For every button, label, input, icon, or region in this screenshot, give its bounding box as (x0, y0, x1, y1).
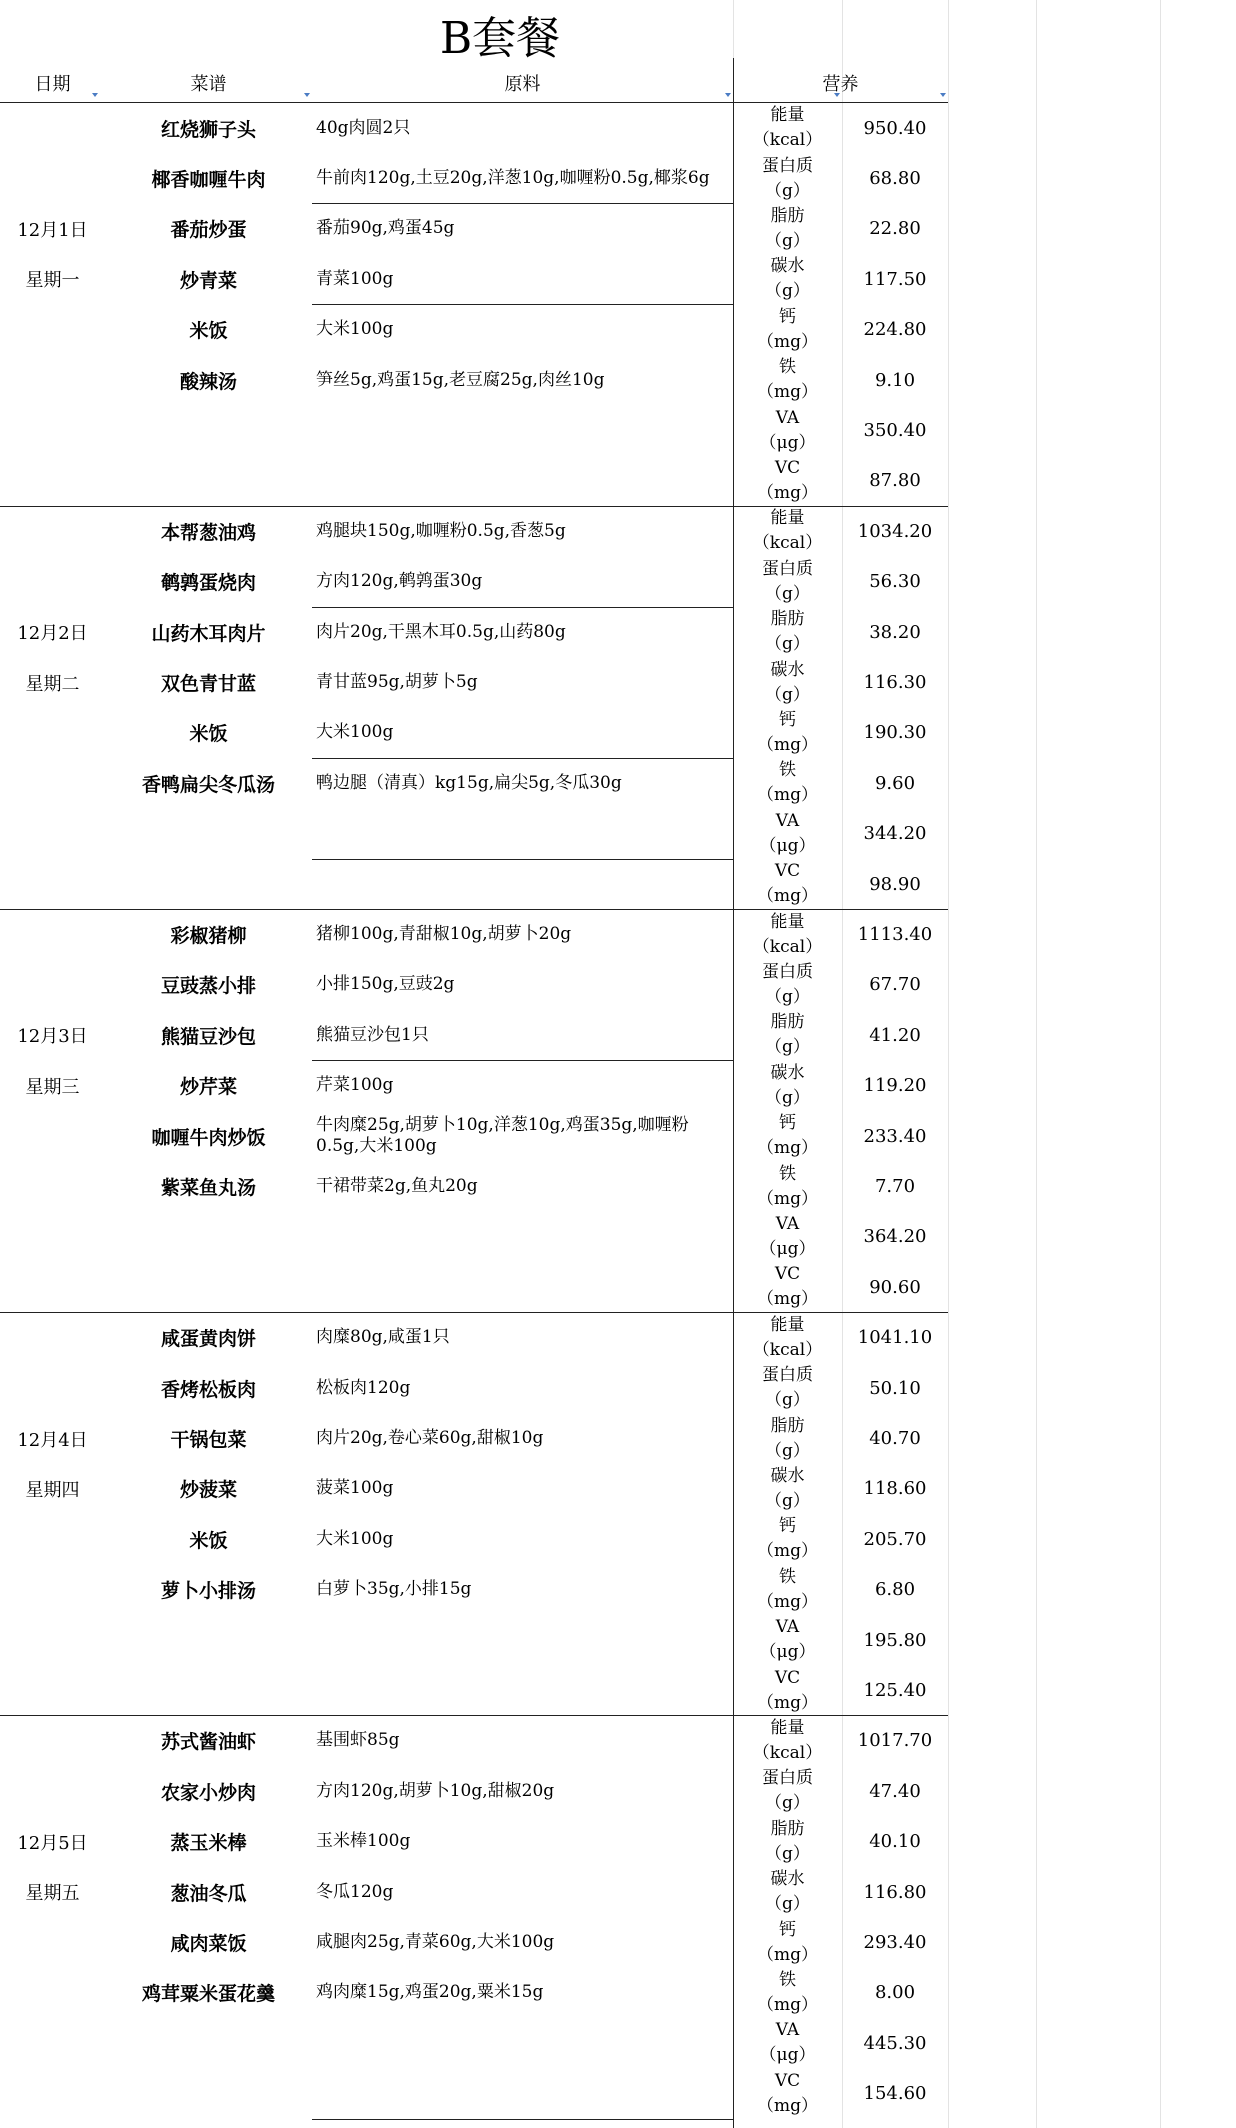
nutrient-value: 118.60 (863, 1478, 927, 1500)
dish-ingredients: 干裙带菜2g,鱼丸20g (316, 1176, 478, 1197)
nutrient-value: 47.40 (869, 1780, 921, 1802)
dish-name: 米饭 (189, 723, 228, 746)
nutrient-value: 9.60 (874, 772, 916, 794)
dish-name: 米饭 (189, 320, 228, 343)
dish-name: 炒芹菜 (179, 1076, 237, 1099)
dish-name: 米饭 (189, 1529, 228, 1552)
date-label: 12月4日 (17, 1429, 88, 1451)
page-title: B套餐 (439, 13, 561, 64)
weekday-label: 星期三 (25, 1076, 80, 1098)
nutrient-value: 119.20 (863, 1075, 927, 1097)
dish-name: 番茄炒蛋 (170, 219, 247, 242)
nutrient-label: 钙 （mg） (756, 1919, 818, 1965)
dish-name: 酸辣汤 (179, 370, 237, 393)
nutrient-value: 445.30 (863, 2032, 927, 2054)
dish-name: 炒青菜 (179, 269, 237, 292)
nutrient-label: 碳水 （g） (765, 1465, 810, 1511)
nutrient-label: VC （mg） (756, 1667, 818, 1713)
nutrient-label: VC （mg） (756, 1264, 818, 1310)
row-border (312, 909, 733, 910)
nutrient-label: 能量 （kcal） (752, 1717, 823, 1763)
nutrient-value: 205.70 (863, 1528, 927, 1550)
nutrient-label: 脂肪 （g） (765, 205, 810, 251)
nutrient-value: 38.20 (869, 621, 921, 643)
row-border (312, 203, 733, 204)
nutrient-label: 能量 （kcal） (752, 1314, 823, 1360)
row-border (312, 2119, 733, 2120)
dish-ingredients: 小排150g,豆豉2g (316, 974, 455, 995)
dish-name: 豆豉蒸小排 (160, 975, 256, 998)
nutrient-label: 蛋白质 （g） (762, 558, 813, 604)
nutrient-label: 碳水 （g） (765, 659, 810, 705)
dish-ingredients: 咸腿肉25g,青菜60g,大米100g (316, 1932, 555, 1953)
weekday-label: 星期五 (25, 1883, 80, 1905)
nutrient-label: 铁 （mg） (756, 357, 818, 403)
dish-name: 熊猫豆沙包 (160, 1025, 256, 1048)
nutrient-value: 7.70 (874, 1176, 916, 1198)
row-border (312, 304, 733, 305)
nutrient-value: 224.80 (863, 319, 927, 341)
nutrient-label: 能量 （kcal） (752, 105, 823, 151)
nutrient-value: 40.70 (869, 1428, 921, 1450)
dish-ingredients: 大米100g (316, 1528, 394, 1549)
nutrient-value: 344.20 (863, 823, 927, 845)
nutrient-value: 950.40 (863, 117, 927, 139)
date-label: 12月2日 (17, 623, 88, 645)
dish-ingredients: 鸡腿块150g,咖喱粉0.5g,香葱5g (316, 520, 566, 541)
dish-name: 咸蛋黄肉饼 (160, 1328, 256, 1351)
date-label: 12月5日 (17, 1832, 88, 1854)
nutrient-label: 脂肪 （g） (765, 1415, 810, 1461)
dish-name: 彩椒猪柳 (170, 925, 247, 948)
nutrient-label: 脂肪 （g） (765, 609, 810, 655)
dish-name: 农家小炒肉 (160, 1781, 256, 1804)
dish-name: 苏式酱油虾 (160, 1731, 256, 1754)
dish-name: 山药木耳肉片 (151, 622, 266, 645)
nutrient-value: 67.70 (869, 974, 921, 996)
dish-name: 咖喱牛肉炒饭 (151, 1126, 266, 1149)
nutrient-value: 125.40 (863, 1680, 927, 1702)
nutrient-label: VA （μg） (759, 1213, 816, 1259)
dish-ingredients: 40g肉圆2只 (316, 117, 411, 138)
row-border (312, 859, 733, 860)
row-border (312, 758, 733, 759)
nutrient-label: 铁 （mg） (756, 1566, 818, 1612)
dish-name: 鹌鹑蛋烧肉 (160, 572, 256, 595)
filter-dropdown-icon[interactable] (833, 93, 841, 99)
nutrient-value: 1034.20 (857, 520, 933, 542)
nutrient-value: 293.40 (863, 1932, 927, 1954)
dish-name: 双色青甘蓝 (160, 673, 256, 696)
dish-ingredients: 青甘蓝95g,胡萝卜5g (316, 672, 478, 693)
nutrient-label: 铁 （mg） (756, 1163, 818, 1209)
filter-dropdown-icon[interactable] (303, 93, 311, 99)
header-nutrition[interactable]: 营养 (822, 74, 859, 95)
nutrient-value: 350.40 (863, 420, 927, 442)
nutrient-label: VC （mg） (756, 457, 818, 503)
nutrient-label: VA （μg） (759, 1617, 816, 1663)
date-label: 12月3日 (17, 1026, 88, 1048)
nutrient-label: 脂肪 （g） (765, 1012, 810, 1058)
dish-name: 香烤松板肉 (160, 1378, 256, 1401)
nutrient-value: 40.10 (869, 1831, 921, 1853)
nutrient-value: 41.20 (869, 1024, 921, 1046)
weekday-label: 星期四 (25, 1479, 80, 1501)
nutrient-value: 90.60 (869, 1276, 921, 1298)
dish-name: 鸡茸粟米蛋花羹 (141, 1983, 275, 2006)
nutrient-label: 蛋白质 （g） (762, 1365, 813, 1411)
nutrient-label: 能量 （kcal） (752, 508, 823, 554)
dish-ingredients: 番茄90g,鸡蛋45g (316, 218, 455, 239)
header-menu[interactable]: 菜谱 (190, 74, 227, 95)
nutrient-value: 1113.40 (857, 924, 933, 946)
nutrient-value: 117.50 (863, 268, 927, 290)
nutrient-label: VA （μg） (759, 407, 816, 453)
grid-line (948, 0, 949, 2128)
nutrient-label: VA （μg） (759, 2020, 816, 2066)
dish-ingredients: 肉糜80g,咸蛋1只 (316, 1327, 450, 1348)
dish-ingredients: 大米100g (316, 319, 394, 340)
nutrient-value: 154.60 (863, 2083, 927, 2105)
dish-name: 葱油冬瓜 (170, 1882, 247, 1905)
nutrient-value: 22.80 (869, 218, 921, 240)
nutrient-value: 6.80 (874, 1579, 916, 1601)
dish-ingredients: 牛肉糜25g,胡萝卜10g,洋葱10g,鸡蛋35g,咖喱粉0.5g,大米100g (316, 1115, 689, 1157)
nutrient-value: 8.00 (874, 1982, 916, 2004)
nutrient-value: 9.10 (874, 369, 916, 391)
nutrient-label: 铁 （mg） (756, 1969, 818, 2015)
dish-ingredients: 笋丝5g,鸡蛋15g,老豆腐25g,肉丝10g (316, 369, 605, 390)
dish-ingredients: 熊猫豆沙包1只 (316, 1024, 429, 1045)
row-border (312, 506, 733, 507)
dish-ingredients: 青菜100g (316, 268, 394, 289)
nutrient-value: 116.30 (863, 672, 927, 694)
dish-ingredients: 菠菜100g (316, 1478, 394, 1499)
dish-ingredients: 芹菜100g (316, 1075, 394, 1096)
header-date[interactable]: 日期 (34, 74, 71, 95)
dish-ingredients: 牛前肉120g,土豆20g,洋葱10g,咖喱粉0.5g,椰浆6g (316, 168, 710, 189)
nutrient-value: 56.30 (869, 571, 921, 593)
nutrient-label: 碳水 （g） (765, 1869, 810, 1915)
dish-name: 咸肉菜饭 (170, 1933, 247, 1956)
dish-ingredients: 松板肉120g (316, 1377, 411, 1398)
dish-name: 蒸玉米棒 (170, 1832, 247, 1855)
row-border (312, 1060, 733, 1061)
nutrient-label: 碳水 （g） (765, 256, 810, 302)
dish-name: 红烧狮子头 (160, 118, 256, 141)
nutrient-value: 364.20 (863, 1226, 927, 1248)
nutrient-label: VA （μg） (759, 810, 816, 856)
nutrient-value: 195.80 (863, 1629, 927, 1651)
dish-ingredients: 方肉120g,胡萝卜10g,甜椒20g (316, 1780, 555, 1801)
dish-ingredients: 猪柳100g,青甜椒10g,胡萝卜20g (316, 924, 572, 945)
filter-dropdown-icon[interactable] (939, 93, 947, 99)
dish-name: 香鸭扁尖冬瓜汤 (141, 773, 275, 796)
nutrient-label: 蛋白质 （g） (762, 1768, 813, 1814)
grid-line (1036, 0, 1037, 2128)
dish-ingredients: 鸡肉糜15g,鸡蛋20g,粟米15g (316, 1982, 544, 2003)
nutrient-value: 1041.10 (857, 1327, 933, 1349)
nutrient-label: 碳水 （g） (765, 1062, 810, 1108)
dish-ingredients: 大米100g (316, 722, 394, 743)
dish-name: 炒菠菜 (179, 1479, 237, 1502)
dish-ingredients: 白萝卜35g,小排15g (316, 1579, 472, 1600)
nutrient-label: 蛋白质 （g） (762, 961, 813, 1007)
nutrient-value: 233.40 (863, 1125, 927, 1147)
nutrient-label: VC （mg） (756, 2070, 818, 2116)
nutrient-value: 116.80 (863, 1881, 927, 1903)
dish-name: 本帮葱油鸡 (160, 521, 256, 544)
nutrient-value: 1017.70 (857, 1730, 933, 1752)
date-label: 12月1日 (17, 219, 88, 241)
dish-ingredients: 玉米棒100g (316, 1831, 411, 1852)
nutrient-label: 脂肪 （g） (765, 1818, 810, 1864)
nutrient-value: 50.10 (869, 1377, 921, 1399)
header-ingredients[interactable]: 原料 (504, 74, 541, 95)
dish-ingredients: 方肉120g,鹌鹑蛋30g (316, 571, 483, 592)
nutrient-value: 68.80 (869, 168, 921, 190)
dish-name: 紫菜鱼丸汤 (160, 1177, 256, 1200)
dish-ingredients: 肉片20g,卷心菜60g,甜椒10g (316, 1428, 544, 1449)
dish-name: 干锅包菜 (170, 1429, 247, 1452)
nutrient-label: 钙 （mg） (756, 1516, 818, 1562)
weekday-label: 星期二 (25, 673, 80, 695)
weekday-label: 星期一 (25, 270, 80, 292)
nutrient-label: 蛋白质 （g） (762, 155, 813, 201)
nutrient-label: 钙 （mg） (756, 1113, 818, 1159)
row-border (312, 1312, 733, 1313)
dish-name: 椰香咖喱牛肉 (151, 169, 266, 192)
dish-name: 萝卜小排汤 (160, 1580, 256, 1603)
nutrient-value: 87.80 (869, 470, 921, 492)
nutrient-value: 190.30 (863, 722, 927, 744)
nutrient-value: 98.90 (869, 873, 921, 895)
row-border (312, 1715, 733, 1716)
nutrient-label: 钙 （mg） (756, 709, 818, 755)
filter-dropdown-icon[interactable] (724, 93, 732, 99)
filter-dropdown-icon[interactable] (91, 93, 99, 99)
dish-ingredients: 鸭边腿（清真）kg15g,扁尖5g,冬瓜30g (316, 772, 622, 793)
nutrient-label: 钙 （mg） (756, 306, 818, 352)
nutrient-label: VC （mg） (756, 861, 818, 907)
row-border (312, 607, 733, 608)
grid-line (1160, 0, 1161, 2128)
dish-ingredients: 肉片20g,干黑木耳0.5g,山药80g (316, 621, 566, 642)
nutrient-label: 能量 （kcal） (752, 911, 823, 957)
dish-ingredients: 基围虾85g (316, 1730, 400, 1751)
nutrient-label: 铁 （mg） (756, 760, 818, 806)
dish-ingredients: 冬瓜120g (316, 1881, 394, 1902)
